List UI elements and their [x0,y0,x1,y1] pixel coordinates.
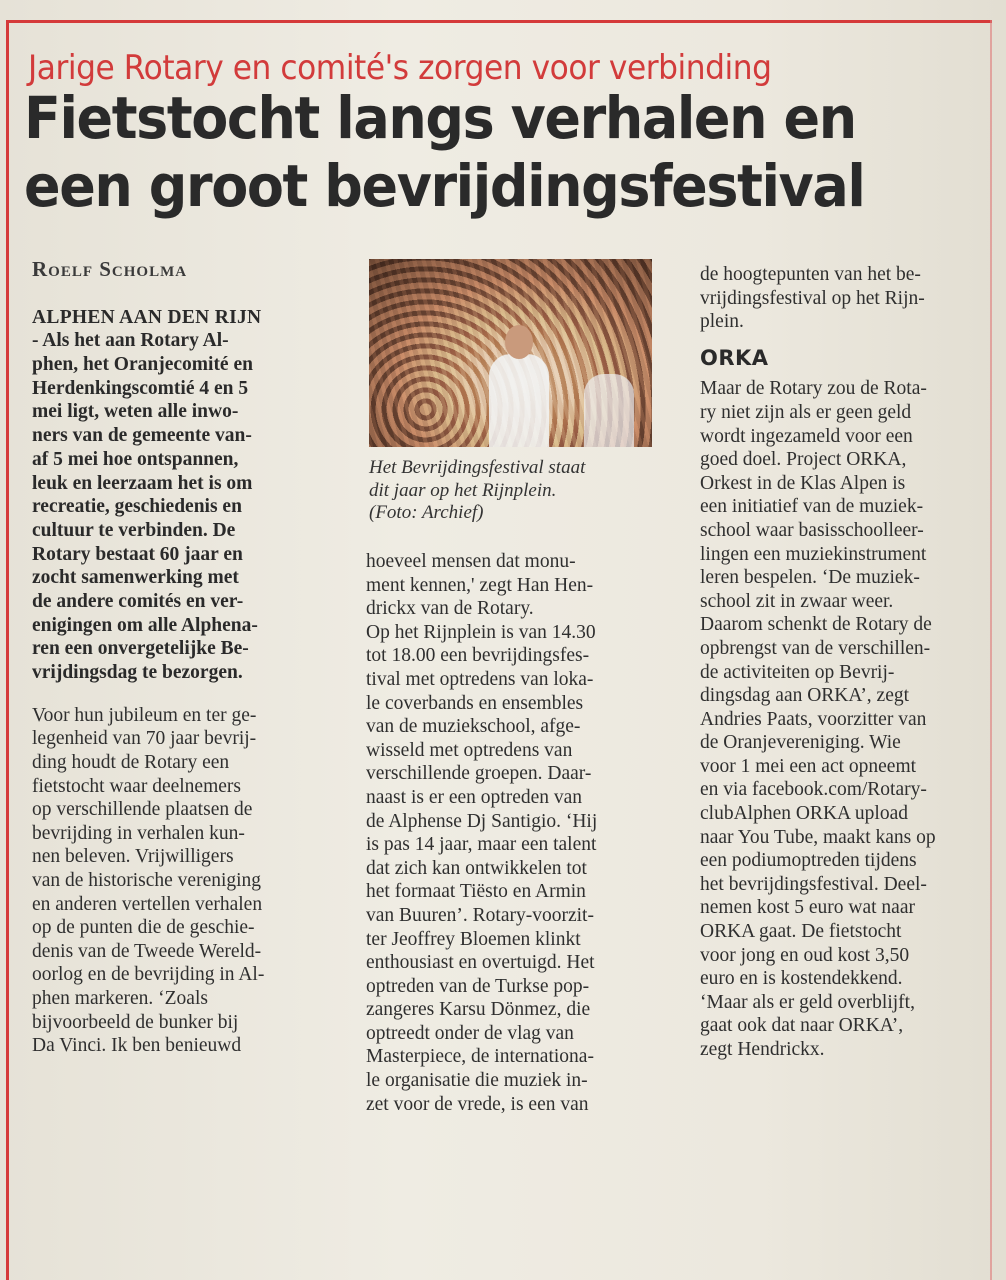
text-line: Da Vinci. Ik ben benieuwd [32,1035,242,1057]
text-line: phen, het Oranjecomité en [32,354,253,375]
headline-line: Fietstocht langs verhalen en [24,84,856,152]
text-line: opbrengst van de verschillen- [700,637,931,659]
text-line: op de punten die de geschie- [32,917,255,939]
text-line: Daarom schenkt de Rotary de [700,614,932,636]
text-line: enthousiast en overtuigd. Het [366,952,595,974]
text-line: fietstocht waar deelnemers [32,775,241,797]
text-line: naast is er een optreden van [366,786,583,808]
text-line: mei ligt, weten alle inwo- [32,401,239,423]
text-line: clubAlphen ORKA upload [700,803,908,825]
text-line: bevrijding in verhalen kun- [32,822,245,844]
text-line: tot 18.00 een bevrijdingsfes- [366,645,590,667]
text-line: Masterpiece, de internationa- [366,1046,594,1068]
text-line: lingen een muziekinstrument [700,543,927,565]
text-line: optreedt onder de vlag van [366,1022,574,1044]
text-line: Orkest in de Klas Alpen is [700,472,906,494]
text-line: ry niet zijn als er geen geld [700,401,912,423]
text-line: drickx van de Rotary. [366,598,534,620]
caption-line: Het Bevrijdingsfestival staat [369,457,586,478]
text-line: vrijdingsfestival op het Rijn- [700,287,925,309]
text-line: en via facebook.com/Rotary- [700,779,927,801]
text-line: voor jong en oud kost 3,50 [700,944,910,966]
text-line: ter Jeoffrey Bloemen klinkt [366,928,581,950]
text-line: legenheid van 70 jaar bevrij- [32,728,257,750]
figure-head [505,325,533,359]
text-line: de andere comités en ver- [32,591,244,613]
text-line: recreatie, geschiedenis en [32,496,242,518]
body-paragraph [700,263,986,334]
text-line: zocht samenwerking met [32,567,239,589]
text-line: ren een onvergetelijke Be- [32,638,249,660]
text-line: Herdenkingscomtié 4 en 5 [32,377,249,399]
text-line: van de muziekschool, afge- [366,716,581,738]
text-line: gaat ook dat naar ORKA’, [700,1015,904,1037]
section-subhead: ORKA [700,345,769,370]
column-2 [366,550,668,1116]
text-line: ding houdt de Rotary een [32,752,230,774]
text-line: ners van de gemeente van- [32,425,252,447]
right-edge-rule [990,20,992,1280]
text-line: ORKA gaat. De fietstocht [700,921,902,943]
text-line: zangeres Karsu Dönmez, die [366,999,591,1021]
text-line: nen beleven. Vrijwilligers [32,846,234,868]
text-line: leren bespelen. ‘De muziek- [700,567,920,589]
text-line: leuk en leerzaam het is om [32,472,253,494]
text-line: het formaat Tiësto en Armin [366,881,586,903]
text-line: Rotary bestaat 60 jaar en [32,543,243,565]
text-line: - Als het aan Rotary Al- [32,330,229,352]
text-line: Andries Paats, voorzitter van [700,708,927,730]
text-line: ‘Maar als er geld overblijft, [700,991,915,1013]
caption-line: dit jaar op het Rijnplein. [369,479,557,501]
text-line: phen markeren. ‘Zoals [32,987,208,1009]
figure-shirt [584,374,634,447]
text-line: wisseld met optredens van [366,739,573,761]
text-line: ment kennen,' zegt Han Hen- [366,574,594,596]
text-line: oorlog en de bevrijding in Al- [32,964,265,986]
text-line: hoeveel mensen dat monu- [366,551,576,572]
body-paragraph [700,377,986,1061]
kicker: Jarige Rotary en comité's zorgen voor verbinding [28,48,772,88]
text-line: dingsdag aan ORKA’, zegt [700,685,910,707]
caption-line: (Foto: Archief) [369,502,484,523]
text-line: de activiteiten op Bevrij- [700,661,895,683]
text-line: van de historische vereniging [32,870,262,891]
byline: Roelf Scholma [32,257,188,281]
text-line: tival met optredens van loka- [366,668,594,690]
text-line: school waar basisschoolleer- [700,519,924,541]
text-line: Voor hun jubileum en ter ge- [32,704,257,726]
column-1 [32,258,338,1058]
text-line: en anderen vertellen verhalen [32,893,263,915]
text-line: de hoogtepunten van het be- [700,264,921,285]
text-line: is pas 14 jaar, maar een talent [366,834,597,856]
text-line: Op het Rijnplein is van 14.30 [366,621,596,643]
text-line: le coverbands en ensembles [366,692,584,714]
text-line: zegt Hendrickx. [700,1039,825,1060]
text-line: de Alphense Dj Santigio. ‘Hij [366,810,598,832]
text-line: cultuur te verbinden. De [32,519,236,541]
text-line: dat zich kan ontwikkelen tot [366,857,587,879]
text-line: optreden van de Turkse pop- [366,975,590,997]
headline [24,84,984,220]
text-line: nemen kost 5 euro wat naar [700,897,915,919]
dateline: ALPHEN AAN DEN RIJN [32,306,262,328]
text-line: de Oranjevereniging. Wie [700,732,901,754]
text-line: school zit in zwaar weer. [700,590,894,612]
text-line: bijvoorbeeld de bunker bij [32,1011,239,1033]
text-line: euro en is kostendekkend. [700,968,903,990]
text-line: een podiumoptreden tijdens [700,850,917,872]
red-left-rule [6,20,9,1280]
body-paragraph [32,704,338,1058]
text-line: denis van de Tweede Wereld- [32,940,262,962]
photo-caption [369,457,655,525]
text-line: op verschillende plaatsen de [32,799,253,821]
text-line: een initiatief van de muziek- [700,496,924,518]
text-line: naar You Tube, maakt kans op [700,826,936,848]
text-line: plein. [700,311,744,333]
text-line: wordt ingezameld voor een [700,425,913,447]
text-line: le organisatie die muziek in- [366,1070,588,1092]
lead-paragraph [32,306,338,685]
text-line: voor 1 mei een act opneemt [700,755,917,777]
text-line: het bevrijdingsfestival. Deel- [700,873,927,895]
text-line: goed doel. Project ORKA, [700,449,907,471]
text-line: van Buuren’. Rotary-voorzit- [366,904,594,926]
text-line: enigingen om alle Alphena- [32,614,258,636]
text-line: vrijdingsdag te bezorgen. [32,662,243,684]
text-line: Maar de Rotary zou de Rota- [700,378,927,400]
red-top-rule [6,20,992,23]
text-line: af 5 mei hoe ontspannen, [32,448,239,470]
column-3 [700,263,986,1062]
festival-crowd-photo [369,259,652,447]
headline-line: een groot bevrijdingsfestival [24,152,865,220]
text-line: zet voor de vrede, is een van [366,1093,589,1115]
body-paragraph [366,550,668,1116]
text-line: verschillende groepen. Daar- [366,763,592,785]
figure-shirt [489,354,549,447]
